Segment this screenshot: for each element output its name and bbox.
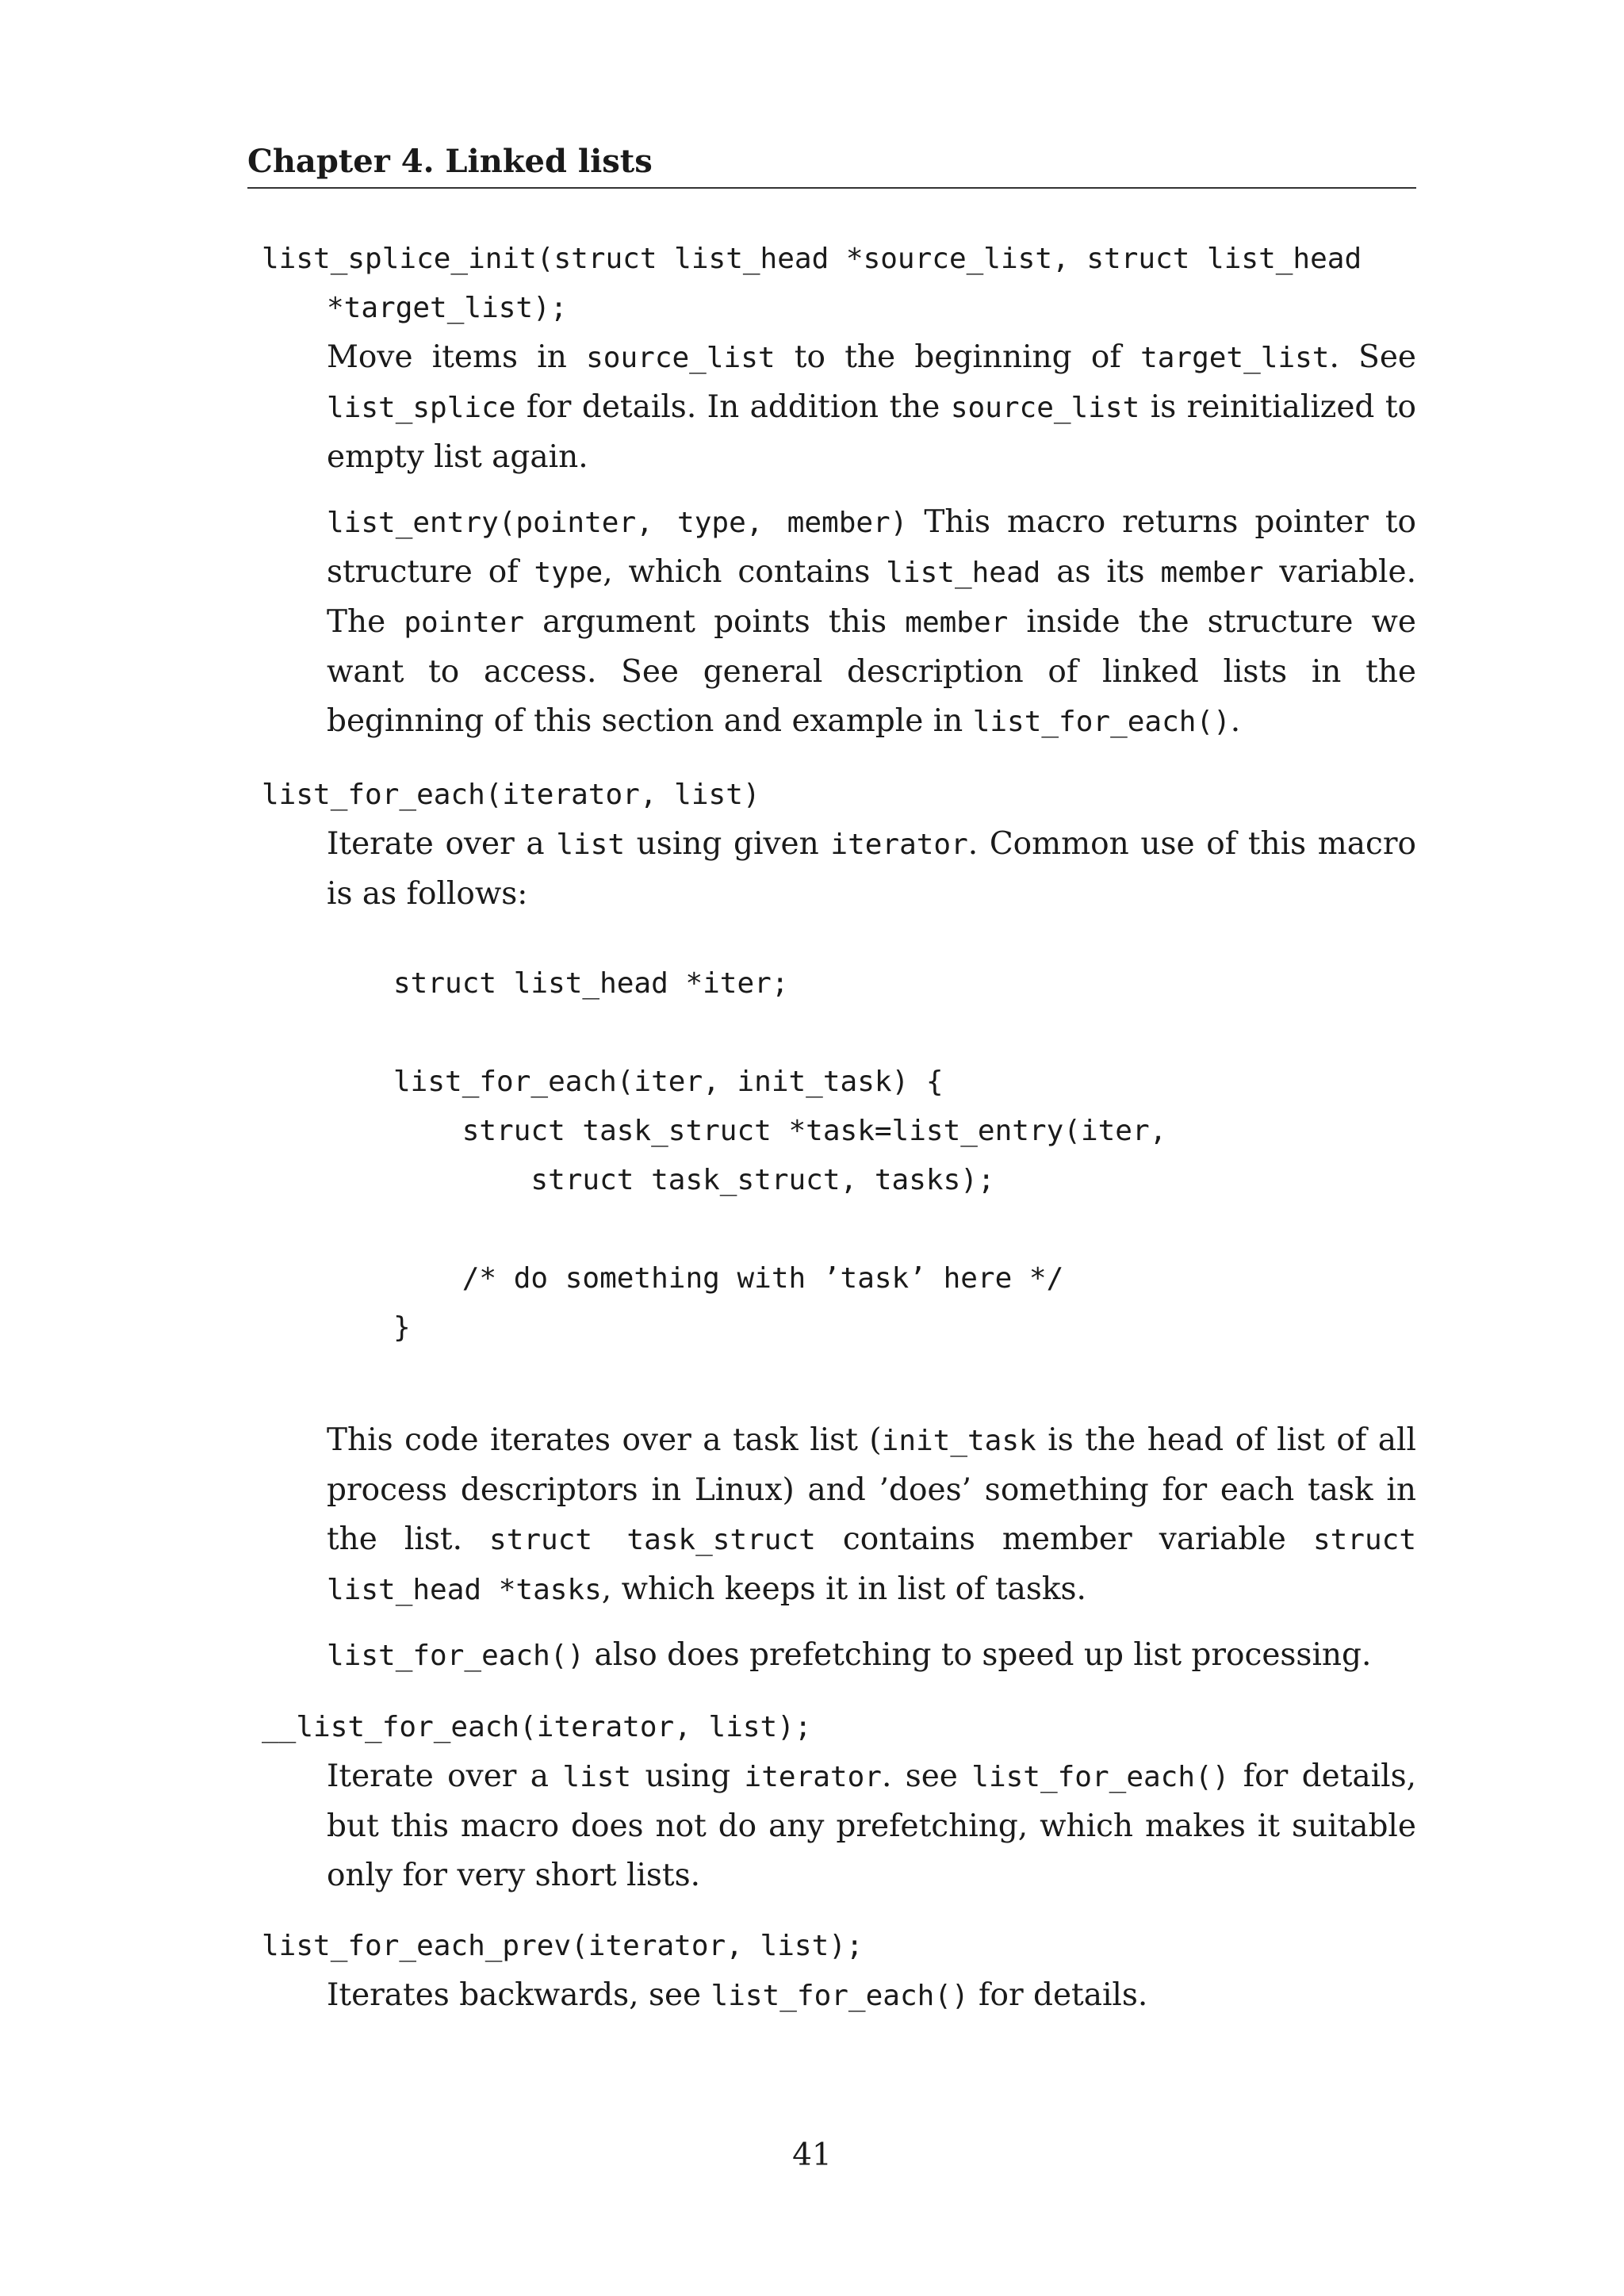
inline-code: type bbox=[534, 557, 603, 589]
text-run: for details, but this macro does not do any prefetching, which makes it suitable only for very short lists. bbox=[327, 1758, 1417, 1893]
text-run: inside the structure we want to access. See general description of linked lists in the beginning of this section and example in bbox=[327, 604, 1416, 739]
text-run: . Common use of this macro is as follows: bbox=[327, 826, 1417, 912]
definition-term: *target_list); bbox=[327, 292, 568, 324]
paragraph bbox=[327, 1752, 1416, 1900]
text-run: Iterate over a bbox=[327, 826, 557, 862]
inline-code: member bbox=[905, 607, 1009, 639]
inline-code: struct list_head *tasks bbox=[327, 1524, 1416, 1606]
inline-code: pointer bbox=[404, 607, 525, 639]
inline-code: list_for_each() bbox=[972, 706, 1231, 738]
entry-__list-for-each bbox=[247, 1703, 1416, 1900]
inline-code: list bbox=[556, 828, 626, 861]
definition-description bbox=[327, 1416, 1416, 1681]
definition-description bbox=[327, 1752, 1416, 1900]
text-run: using given bbox=[625, 826, 831, 862]
inline-code: list_splice bbox=[327, 392, 516, 424]
entry-list-for-each bbox=[247, 771, 1416, 919]
text-run: to the beginning of bbox=[775, 339, 1141, 375]
text-run: , which contains bbox=[603, 554, 887, 590]
definition-description bbox=[327, 1971, 1416, 2021]
inline-code: source_list bbox=[950, 392, 1140, 424]
text-run: This macro returns pointer to structure of bbox=[327, 504, 1416, 590]
inline-code: iterator bbox=[830, 828, 968, 861]
inline-code: target_list bbox=[1140, 342, 1330, 374]
definition-description bbox=[327, 333, 1416, 747]
text-run: . bbox=[1230, 703, 1241, 739]
text-run: contains member variable bbox=[815, 1521, 1313, 1557]
text-run: variable. The bbox=[327, 554, 1416, 640]
text-run: Iterate over a bbox=[327, 1758, 563, 1794]
definition-description bbox=[327, 820, 1416, 919]
inline-code: struct task_struct bbox=[489, 1524, 816, 1556]
paragraph bbox=[327, 1416, 1416, 1615]
text-run: also does prefetching to speed up list processing. bbox=[584, 1637, 1372, 1673]
inline-code: list_for_each() bbox=[971, 1761, 1230, 1793]
definition-term: list_for_each(iterator, list) bbox=[262, 779, 760, 811]
inline-code: list bbox=[562, 1761, 632, 1793]
inline-code: member bbox=[1160, 557, 1264, 589]
inline-code: iterator bbox=[744, 1761, 882, 1793]
paragraph bbox=[327, 820, 1416, 919]
text-run: for details. bbox=[968, 1977, 1148, 2013]
page-number: 41 bbox=[792, 2137, 832, 2173]
entry-list-splice-init bbox=[247, 235, 1416, 747]
text-run: , which keeps it in list of tasks. bbox=[601, 1571, 1086, 1607]
inline-code: list_for_each() bbox=[327, 1640, 585, 1672]
text-run: is reinitialized to empty list again. bbox=[327, 389, 1416, 475]
text-run: for details. In addition the bbox=[515, 389, 951, 425]
definition-term: list_splice_init(struct list_head *source_list, struct list_head bbox=[262, 243, 1362, 275]
text-run: using bbox=[631, 1758, 745, 1794]
entry-list-for-each-prev bbox=[247, 1922, 1416, 2021]
text-run: Iterates backwards, see bbox=[327, 1977, 711, 2013]
paragraph bbox=[327, 333, 1416, 482]
text-run: This code iterates over a task list ( bbox=[327, 1422, 882, 1458]
text-run: as its bbox=[1040, 554, 1161, 590]
text-run: argument points this bbox=[524, 604, 906, 640]
inline-code: list_head bbox=[886, 557, 1041, 589]
text-run: . see bbox=[881, 1758, 972, 1794]
paragraph bbox=[327, 1971, 1416, 2021]
text-run: Move items in bbox=[327, 339, 587, 375]
text-run: . See bbox=[1329, 339, 1417, 375]
inline-code: source_list bbox=[586, 342, 776, 374]
paragraph bbox=[327, 498, 1416, 747]
paragraph bbox=[327, 1631, 1416, 1681]
text-run: is the head of list of all process descriptors in Linux) and ’does’ something for each task in the list. bbox=[327, 1422, 1416, 1557]
chapter-header: Chapter 4. Linked lists bbox=[247, 140, 1416, 189]
inline-code: list_for_each() bbox=[710, 1980, 969, 2012]
inline-code: list_entry(pointer, type, member) bbox=[327, 507, 908, 539]
definition-term: __list_for_each(iterator, list); bbox=[262, 1711, 812, 1743]
code-example: struct list_head *iter; list_for_each(iter, init_task) { struct task_struct *task=list_entry(iter, struct task_struct, tasks); /* do something with ’task’ here */ } bbox=[393, 967, 1167, 1344]
inline-code: init_task bbox=[881, 1425, 1036, 1457]
definition-term: list_for_each_prev(iterator, list); bbox=[262, 1930, 864, 1962]
entry-list-for-each-explanation bbox=[247, 1416, 1416, 1681]
